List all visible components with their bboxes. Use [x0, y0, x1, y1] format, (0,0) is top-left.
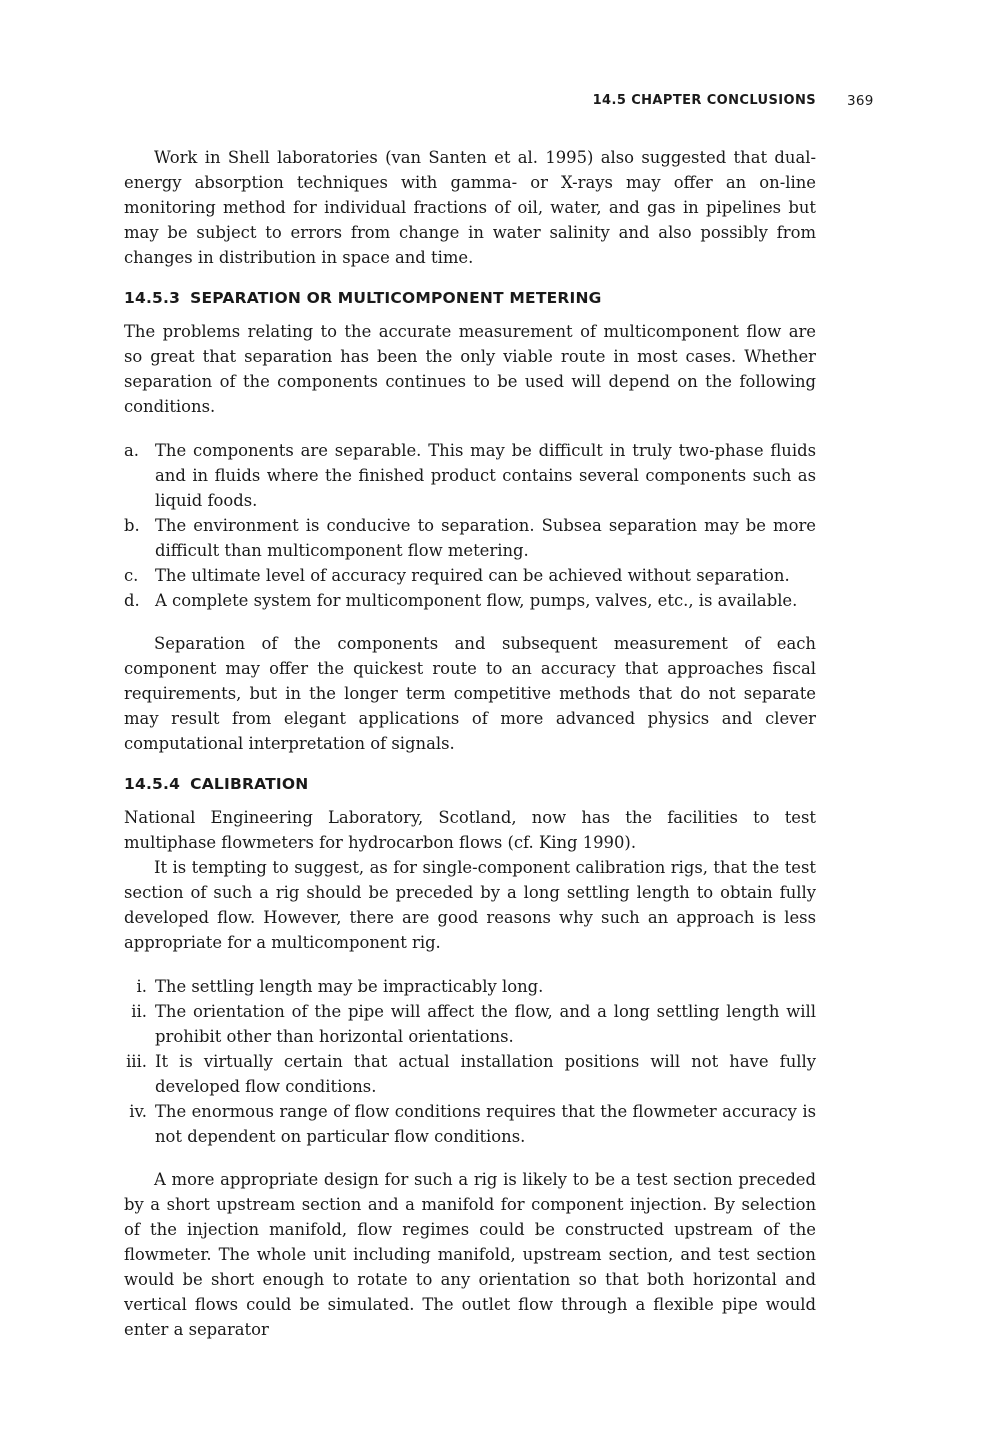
paragraph-shell-laboratories: Work in Shell laboratories (van Santen et al. 1995) also suggested that dual-energy absorption techniques with gamma- or X-rays may offer an on-line monitoring method for individual fractions of oil, water, and gas in pipelines but may be subject to errors from change in water salinity and also possibly from changes in distribution in space and time.	[124, 148, 816, 267]
paragraph-calibration-rigs: It is tempting to suggest, as for single-component calibration rigs, that the test section of such a rig should be preceded by a long settling length to obtain fully developed flow. However, there are good reasons why such an approach is less appropriate for a multicomponent rig.	[124, 858, 816, 952]
section-number: 14.5.4	[124, 775, 181, 793]
list-item	[124, 438, 816, 513]
list-item	[124, 513, 816, 563]
page-number: 369	[847, 93, 874, 109]
list-item	[124, 999, 816, 1049]
section-title: CALIBRATION	[190, 775, 309, 793]
list-marker: iv.	[129, 1102, 147, 1121]
list-item-text: A complete system for multicomponent flow, pumps, valves, etc., is available.	[155, 591, 798, 610]
list-item	[124, 974, 816, 999]
list-item-text: The ultimate level of accuracy required can be achieved without separation.	[155, 566, 790, 585]
paragraph-nel: National Engineering Laboratory, Scotland, now has the facilities to test multiphase flowmeters for hydrocarbon flows (cf. King 1990).	[124, 808, 816, 852]
list-item-text: The settling length may be impracticably long.	[155, 977, 544, 996]
conditions-list	[124, 438, 816, 613]
list-item-text: It is virtually certain that actual installation positions will not have fully developed flow conditions.	[155, 1052, 816, 1096]
list-marker: b.	[124, 516, 140, 535]
list-marker: c.	[124, 566, 139, 585]
paragraph-separation-intro: The problems relating to the accurate measurement of multicomponent flow are so great that separation has been the only viable route in most cases. Whether separation of the components continues to be used will depend on the following conditions.	[124, 322, 816, 416]
list-marker: iii.	[126, 1052, 147, 1071]
section-number: 14.5.3	[124, 289, 181, 307]
list-marker: d.	[124, 591, 140, 610]
reasons-list	[124, 974, 816, 1149]
list-item-text: The components are separable. This may be difficult in truly two-phase fluids and in fluids where the finished product contains several components such as liquid foods.	[155, 441, 816, 510]
list-item-text: The environment is conducive to separation. Subsea separation may be more difficult than multicomponent flow metering.	[155, 516, 816, 560]
running-head-section: 14.5 CHAPTER CONCLUSIONS	[592, 93, 816, 108]
list-item	[124, 563, 816, 588]
list-marker: i.	[136, 977, 147, 996]
list-item	[124, 1049, 816, 1099]
list-item-text: The enormous range of flow conditions requires that the flowmeter accuracy is not dependent on particular flow conditions.	[155, 1102, 816, 1146]
section-heading-14-5-4	[124, 773, 816, 795]
list-item	[124, 588, 816, 613]
section-heading-14-5-3	[124, 287, 816, 309]
list-marker: a.	[124, 441, 139, 460]
running-head	[0, 93, 1008, 113]
section-title: SEPARATION OR MULTICOMPONENT METERING	[190, 289, 602, 307]
paragraph-separation-closing: Separation of the components and subsequent measurement of each component may offer the quickest route to an accuracy that approaches fiscal requirements, but in the longer term competitive methods that do not separate may result from elegant applications of more advanced physics and clever computational interpretation of signals.	[124, 634, 816, 753]
list-item-text: The orientation of the pipe will affect the flow, and a long settling length will prohibit other than horizontal orientations.	[155, 1002, 816, 1046]
paragraph-rig-design: A more appropriate design for such a rig is likely to be a test section preceded by a short upstream section and a manifold for component injection. By selection of the injection manifold, flow regimes could be constructed upstream of the flowmeter. The whole unit including manifold, upstream section, and test section would be short enough to rotate to any orientation so that both horizontal and vertical flows could be simulated. The outlet flow through a flexible pipe would enter a separator	[124, 1170, 816, 1339]
list-marker: ii.	[131, 1002, 147, 1021]
list-item	[124, 1099, 816, 1149]
